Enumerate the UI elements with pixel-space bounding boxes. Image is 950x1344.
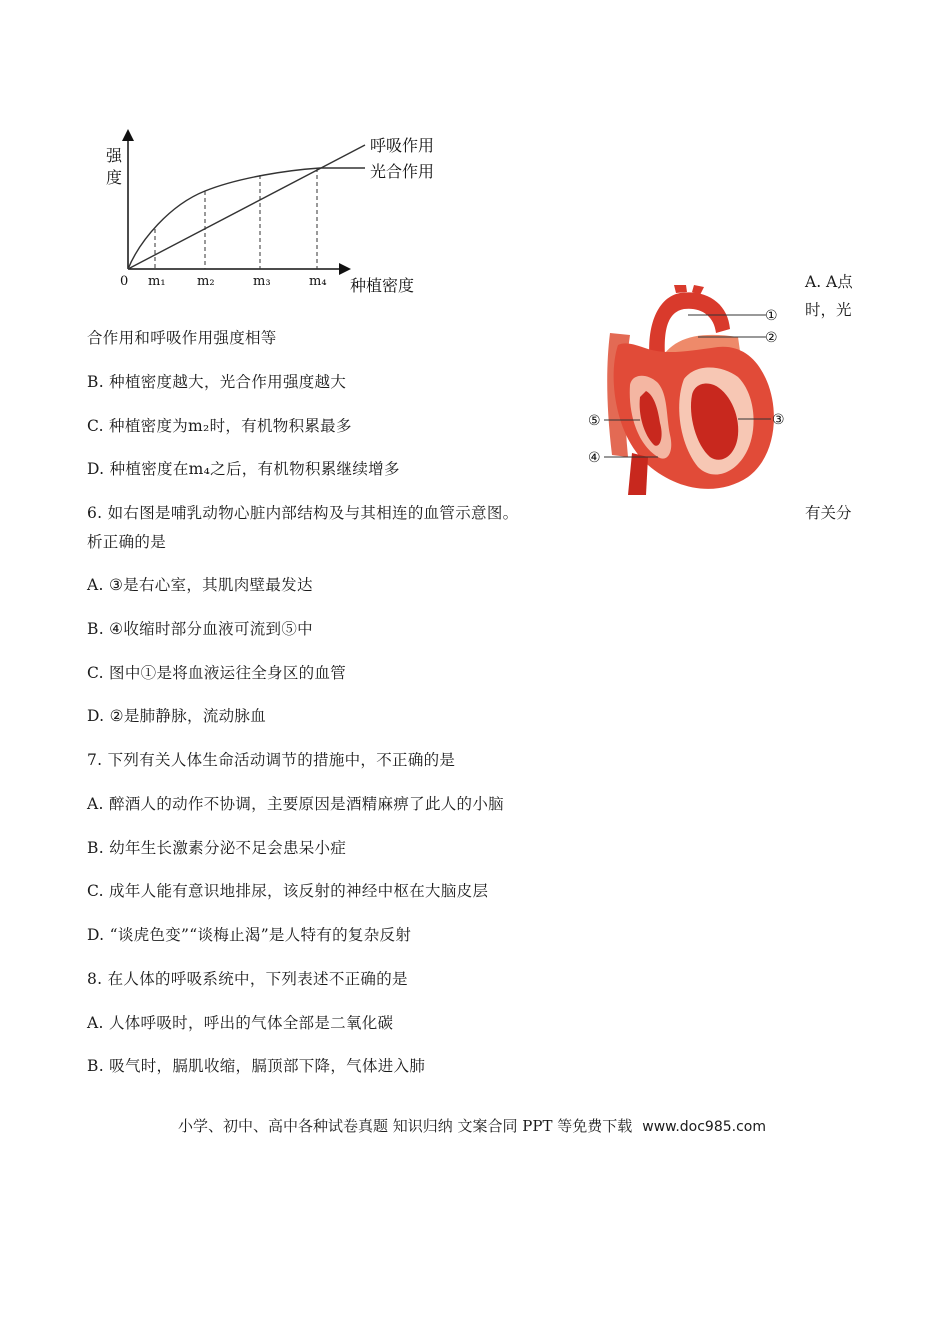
respiration-label: 呼吸作用 bbox=[370, 136, 435, 155]
photosynthesis-curve bbox=[128, 168, 365, 269]
intensity-density-chart bbox=[100, 125, 450, 300]
y-axis-label-1: 强 bbox=[106, 146, 123, 165]
heart-label-5: ⑤ bbox=[588, 413, 601, 429]
q7-option-a: A. 醉酒人的动作不协调，主要原因是酒精麻痹了此人的小脑 bbox=[87, 795, 504, 813]
origin-label: 0 bbox=[120, 274, 129, 289]
q6-stem-part2: 有关分 bbox=[805, 504, 852, 522]
q7-option-c: C. 成年人能有意识地排尿，该反射的神经中枢在大脑皮层 bbox=[87, 882, 489, 900]
q6-option-b: B. ④收缩时部分血液可流到⑤中 bbox=[87, 620, 313, 638]
y-axis-label-2: 度 bbox=[106, 168, 123, 187]
q5-option-a-part2: 时，光 bbox=[805, 301, 852, 319]
q6-option-d: D. ②是肺静脉，流动脉血 bbox=[87, 707, 267, 725]
q6-stem-part1: 6. 如右图是哺乳动物心脏内部结构及与其相连的血管示意图。 bbox=[87, 504, 519, 522]
tick-m1: m₁ bbox=[148, 274, 166, 289]
q6-option-c: C. 图中①是将血液运往全身区的血管 bbox=[87, 664, 347, 682]
heart-label-2: ② bbox=[765, 330, 778, 346]
q5-option-a-part1: A. A点 bbox=[805, 273, 853, 291]
q6-stem-cont: 析正确的是 bbox=[87, 533, 167, 551]
respiration-line bbox=[128, 145, 365, 269]
page-footer bbox=[178, 1115, 766, 1136]
q5-option-d: D. 种植密度在m₄之后，有机物积累继续增多 bbox=[87, 460, 400, 478]
q5-option-a-cont: 合作用和呼吸作用强度相等 bbox=[87, 329, 277, 347]
tick-m4: m₄ bbox=[309, 274, 327, 289]
q8-stem: 8. 在人体的呼吸系统中，下列表述不正确的是 bbox=[87, 970, 408, 988]
q5-option-b: B. 种植密度越大，光合作用强度越大 bbox=[87, 373, 347, 391]
tick-m3: m₃ bbox=[253, 274, 271, 289]
heart-label-4: ④ bbox=[588, 450, 601, 466]
q7-stem: 7. 下列有关人体生命活动调节的措施中，不正确的是 bbox=[87, 751, 456, 769]
x-axis-label: 种植密度 bbox=[350, 276, 415, 295]
heart-diagram bbox=[588, 285, 798, 497]
q5-option-c: C. 种植密度为m₂时，有机物积累最多 bbox=[87, 417, 352, 435]
heart-label-3: ③ bbox=[772, 412, 785, 428]
heart-label-1: ① bbox=[765, 308, 778, 324]
photosynthesis-label: 光合作用 bbox=[370, 162, 435, 181]
q7-option-b: B. 幼年生长激素分泌不足会患呆小症 bbox=[87, 839, 347, 857]
q6-option-a: A. ③是右心室，其肌肉壁最发达 bbox=[87, 576, 313, 594]
footer-url[interactable]: www.doc985.com bbox=[642, 1119, 767, 1135]
q7-option-d: D. “谈虎色变”“谈梅止渴”是人特有的复杂反射 bbox=[87, 926, 412, 944]
q8-option-b: B. 吸气时，膈肌收缩，膈顶部下降，气体进入肺 bbox=[87, 1057, 426, 1075]
q8-option-a: A. 人体呼吸时，呼出的气体全部是二氧化碳 bbox=[87, 1014, 394, 1032]
footer-text: 小学、初中、高中各种试卷真题 知识归纳 文案合同 PPT 等免费下载 bbox=[178, 1117, 633, 1135]
tick-m2: m₂ bbox=[197, 274, 215, 289]
